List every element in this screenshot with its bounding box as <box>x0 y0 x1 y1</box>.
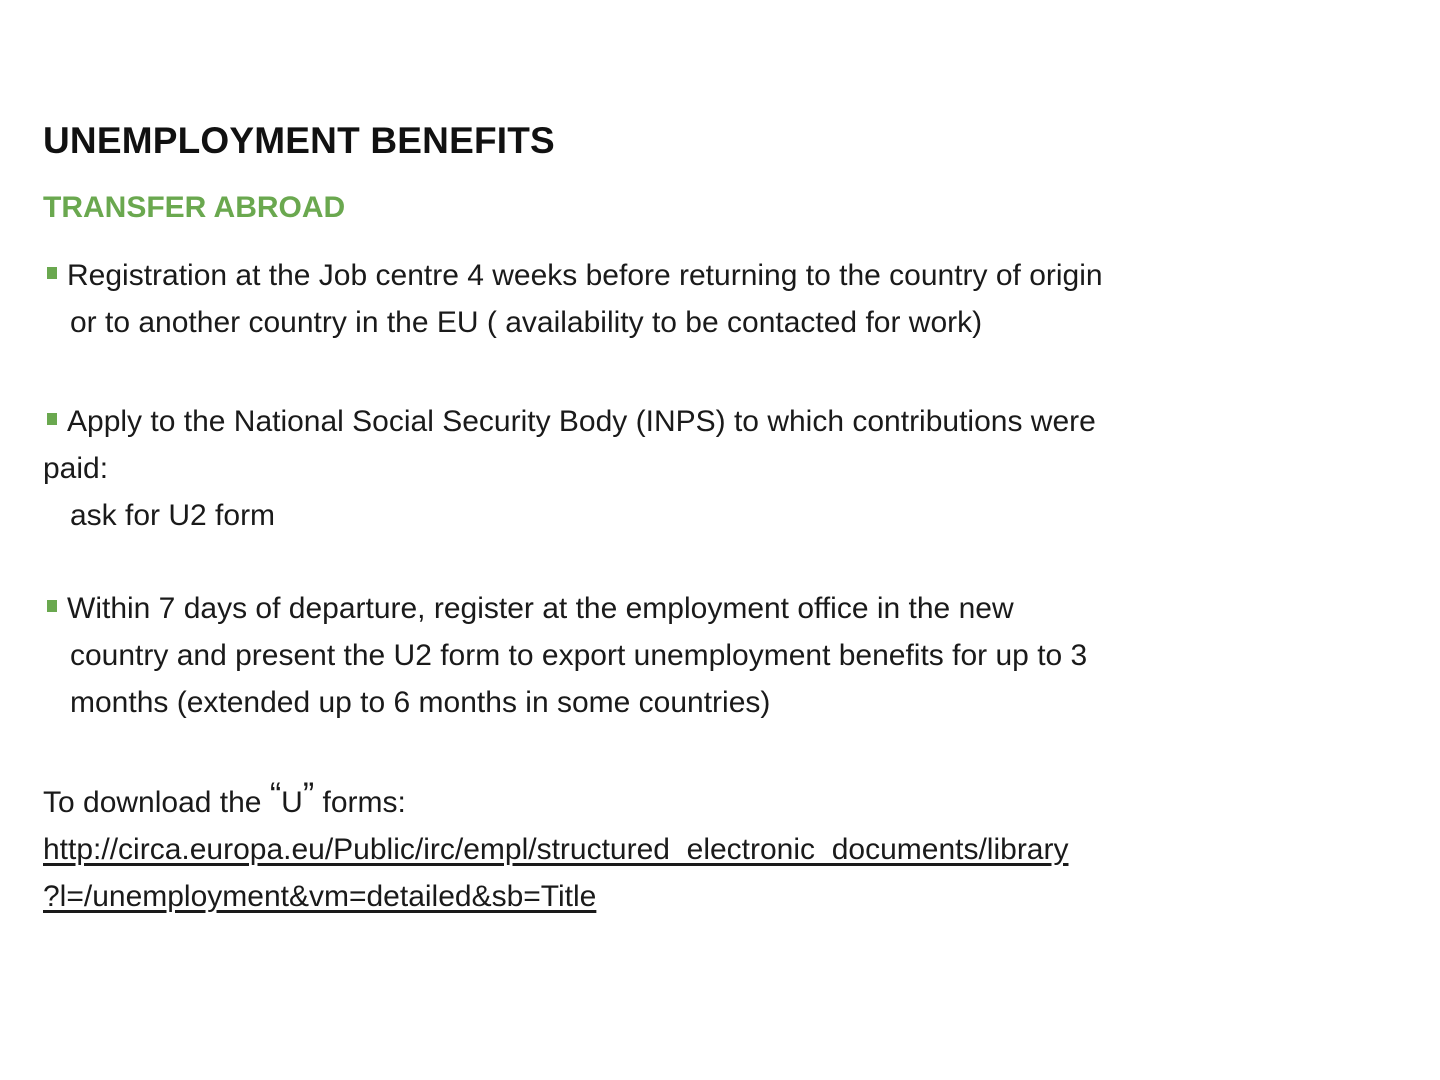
download-forms-link[interactable] <box>43 826 1373 920</box>
bullet-text: Registration at the Job centre 4 weeks before returning to the country of origin <box>67 259 1103 292</box>
bullet-text: Apply to the National Social Security Body (INPS) to which contributions were <box>67 405 1096 438</box>
bullet-line: paid: <box>43 452 109 485</box>
bullet-line: ask for U2 form <box>70 499 276 532</box>
quoted-letter: U <box>281 786 303 819</box>
square-bullet-icon <box>47 413 57 425</box>
download-suffix: forms: <box>314 786 406 819</box>
download-label <box>43 772 1373 826</box>
bullet-text: Within 7 days of departure, register at the employment office in the new <box>67 592 1014 625</box>
close-quote: ” <box>302 776 315 814</box>
link-line[interactable]: ?l=/unemployment&vm=detailed&sb=Title <box>43 880 597 913</box>
square-bullet-icon <box>47 267 57 279</box>
bullet-item-apply-inps <box>43 398 1373 539</box>
open-quote: “ <box>269 776 282 814</box>
download-prefix: To download the <box>43 786 270 819</box>
bullet-line: or to another country in the EU ( availability to be contacted for work) <box>70 306 983 339</box>
download-forms-section <box>43 772 1373 920</box>
bullet-item-register-abroad <box>43 585 1373 726</box>
bullet-line <box>43 252 1373 299</box>
square-bullet-icon <box>47 600 57 612</box>
bullet-line: country and present the U2 form to export unemployment benefits for up to 3 <box>70 639 1088 672</box>
bullet-line <box>43 585 1373 632</box>
link-line[interactable]: http://circa.europa.eu/Public/irc/empl/structured_electronic_documents/library <box>43 833 1069 866</box>
page-title: UNEMPLOYMENT BENEFITS <box>43 120 555 161</box>
bullet-item-registration <box>43 252 1373 346</box>
bullet-line: months (extended up to 6 months in some countries) <box>70 686 771 719</box>
bullet-line <box>43 398 1373 445</box>
page-subtitle: TRANSFER ABROAD <box>43 191 346 224</box>
